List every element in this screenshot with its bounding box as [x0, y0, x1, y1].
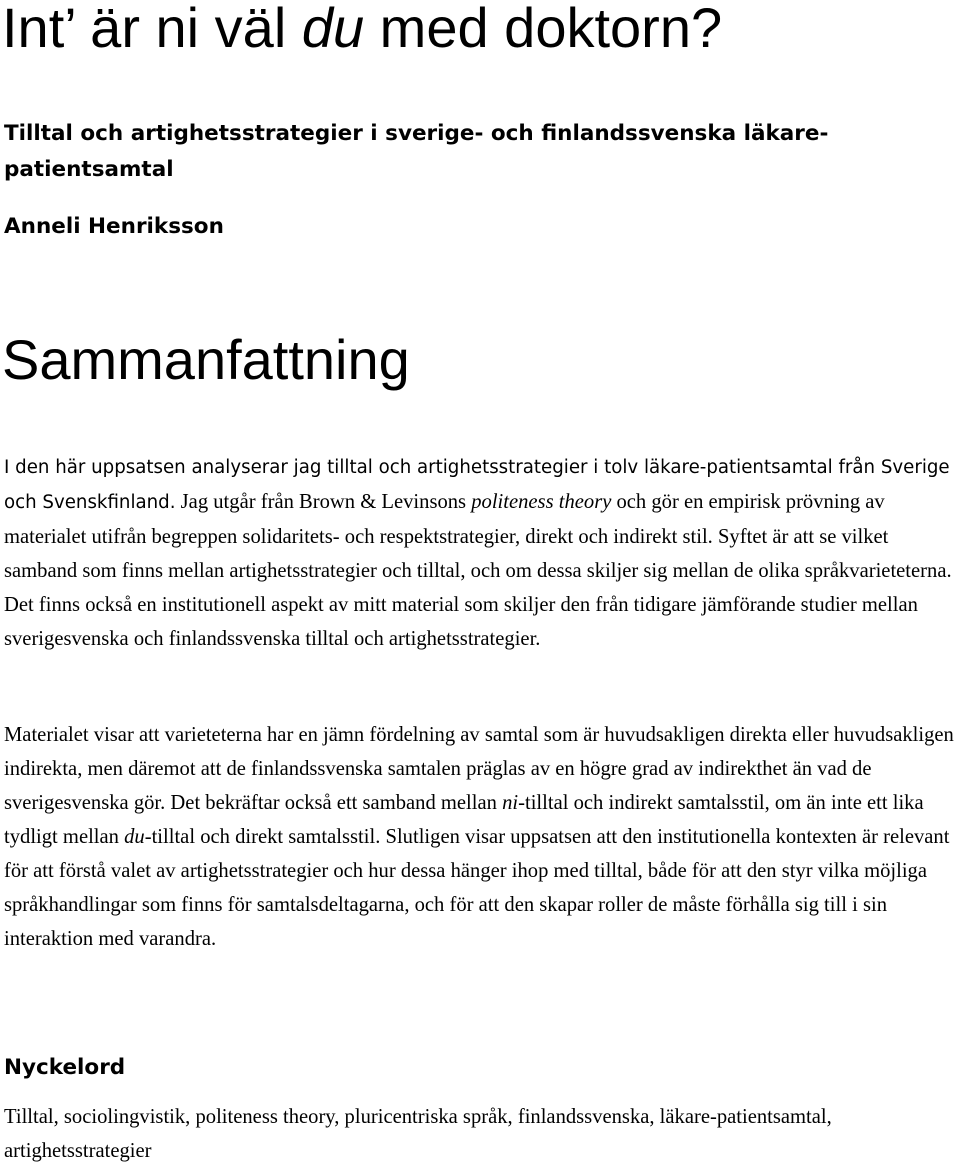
title-part-2: med doktorn? [364, 0, 723, 59]
keywords-heading: Nyckelord [4, 1055, 126, 1080]
paragraph-2-emphasis-du: du [124, 826, 145, 848]
summary-paragraph-1 [4, 450, 956, 656]
summary-intro-sentence: I den här uppsatsen analyserar jag tilltal och artighetsstrategier i tolv läkare-patientsamtal från Sverige och Svenskfinland. [4, 457, 950, 513]
paragraph-2-text-b: -tilltal och indirekt samtalsstil, om än inte ett lika tydligt mellan [4, 792, 924, 848]
paragraph-2-emphasis-ni: ni [502, 792, 519, 814]
summary-heading: Sammanfattning [2, 328, 410, 391]
document-title [2, 0, 722, 62]
paragraph-2-text-a: Materialet visar att varieteterna har en jämn fördelning av samtal som är huvudsakligen direkta eller huvudsakligen indirekta, men däremot att de finlandssvenska samtalen präglas av en högre grad av indirekthet än vad de sverigesvenska gör. Det bekräftar också ett samband mellan [4, 724, 954, 814]
author-name: Anneli Henriksson [4, 214, 224, 239]
keywords-list: Tilltal, sociolingvistik, politeness theory, pluricentriska språk, finlandssvenska, läkare-patientsamtal, artighetsstrategier [4, 1106, 832, 1162]
paragraph-1-text-b: och gör en empirisk prövning av materialet utifrån begreppen solidaritets- och respektstrategier, direkt och indirekt stil. Syftet är att se vilket samband som finns mellan artighetsstrategier och tilltal, och om dessa skiljer sig mellan de olika språkvarieteterna. Det finns också en institutionell aspekt av mitt material som skiljer den från tidigare jämförande studier mellan sverigesvenska och finlandssvenska tilltal och artighetsstrategier. [4, 491, 952, 650]
paragraph-1-text-a: Jag utgår från Brown & Levinsons [175, 491, 472, 513]
summary-paragraph-2 [4, 718, 956, 956]
paragraph-2-text-c: -tilltal och direkt samtalsstil. Slutligen visar uppsatsen att den institutionella kontexten är relevant för att förstå valet av artighetsstrategier och hur dessa hänger ihop med tilltal, både för att den styr vilka möjliga språkhandlingar som finns för samtalsdeltagarna, och för att den skapar roller de måste förhålla sig till i sin interaktion med varandra. [4, 826, 950, 950]
document-subtitle: Tilltal och artighetsstrategier i sverige- och finlandssvenska läkare-patientsamtal [4, 121, 829, 182]
title-emphasis: du [301, 0, 365, 59]
title-part-1: Int’ är ni väl [2, 0, 302, 59]
paragraph-1-emphasis: politeness theory [471, 491, 612, 513]
